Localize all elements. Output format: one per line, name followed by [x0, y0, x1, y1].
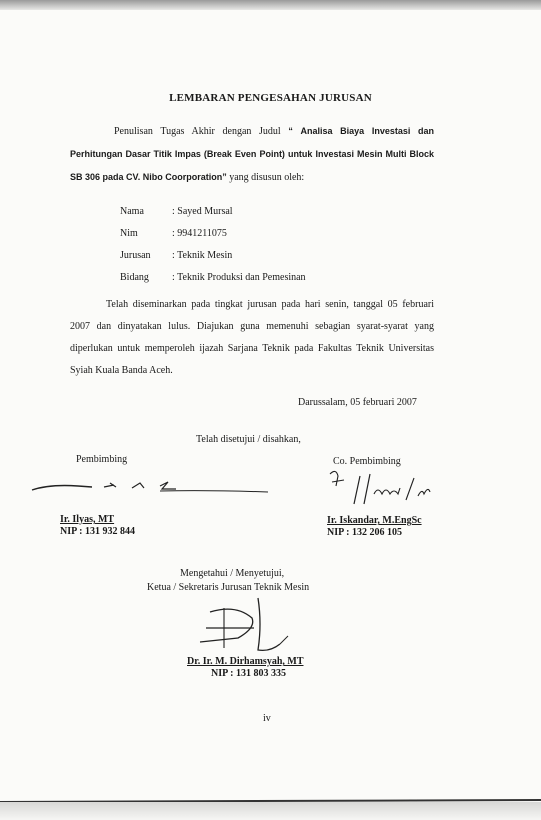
intro-paragraph: [70, 120, 434, 189]
body-paragraph: Telah diseminarkan pada tingkat jurusan pada hari senin, tanggal 05 februari 2007 dan dinyatakan lulus. Diajukan guna memenuhi sebagian syarat-syarat yang diperlukan untuk memperoleh ijazah Sarjana Teknik pada Fakultas Teknik Universitas Syiah Kuala Banda Aceh.: [70, 299, 434, 376]
identity-row: [120, 267, 306, 289]
scan-top-shadow: [0, 0, 541, 10]
approval-line: Telah disetujui / disahkan,: [196, 434, 301, 445]
identity-label: Jurusan: [120, 250, 151, 261]
co-advisor-nip: NIP : 132 206 105: [327, 527, 402, 538]
head-acknowledge: Mengetahui / Menyetujui,: [180, 568, 285, 579]
advisor-signature: [30, 474, 270, 504]
head-name: Dr. Ir. M. Dirhamsyah, MT: [187, 656, 304, 667]
identity-label: Nama: [120, 206, 144, 217]
intro-tail: yang disusun oleh:: [229, 172, 305, 183]
head-position: Ketua / Sekretaris Jurusan Teknik Mesin: [147, 582, 310, 593]
identity-label: Bidang: [120, 272, 149, 283]
co-advisor-name: Ir. Iskandar, M.EngSc: [327, 515, 422, 526]
advisor-role: Pembimbing: [76, 454, 128, 465]
co-advisor-signature: [326, 464, 446, 512]
thesis-title: Analisa Biaya Investasi dan Perhitungan Dasar Titik Impas (Break Even Point) untuk Investasi Mesin Multi Block SB 306 pada CV. Nibo Coorporation”: [70, 126, 435, 182]
page-title: LEMBARAN PENGESAHAN JURUSAN: [169, 92, 372, 104]
place-date: Darussalam, 05 februari 2007: [298, 397, 417, 408]
scan-bottom-shadow: [0, 802, 541, 820]
head-signature: [196, 594, 306, 658]
identity-value: : 9941211075: [172, 228, 227, 239]
intro-open-quote: “: [288, 126, 293, 136]
identity-value: : Teknik Mesin: [172, 250, 233, 261]
identity-row: [120, 223, 306, 245]
intro-lead: Penulisan Tugas Akhir dengan Judul: [114, 126, 281, 137]
identity-value: : Teknik Produksi dan Pemesinan: [172, 272, 306, 283]
page-number: iv: [263, 713, 271, 724]
identity-table: [120, 201, 306, 289]
identity-row: [120, 245, 306, 267]
co-advisor-role: Co. Pembimbing: [333, 456, 401, 467]
head-nip: NIP : 131 803 335: [211, 668, 286, 679]
advisor-nip: NIP : 131 932 844: [60, 526, 135, 537]
identity-value: : Sayed Mursal: [172, 206, 233, 217]
identity-row: [120, 201, 306, 223]
identity-label: Nim: [120, 228, 138, 239]
advisor-name: Ir. Ilyas, MT: [60, 514, 115, 525]
